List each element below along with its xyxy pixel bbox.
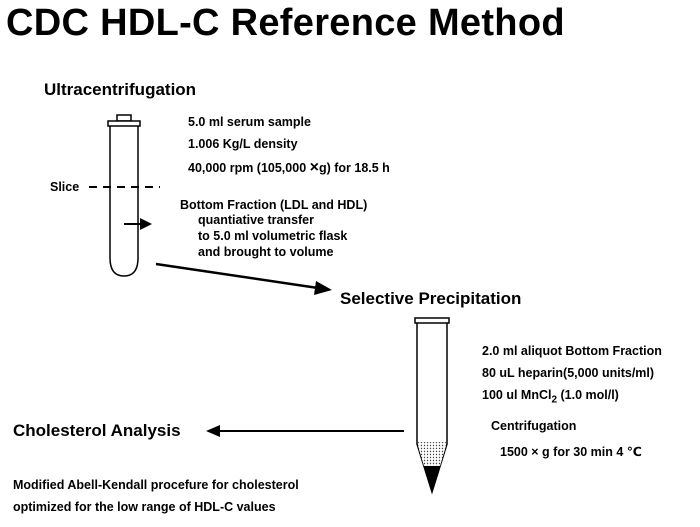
mncl-concentration: (1.0 mol/l) bbox=[557, 388, 619, 402]
ultra-line-density: 1.006 Kg/L density bbox=[188, 137, 298, 151]
mncl-subscript: 2 bbox=[551, 394, 558, 406]
precip-line-aliquot: 2.0 ml aliquot Bottom Fraction bbox=[482, 344, 662, 358]
selective-precipitation-heading: Selective Precipitation bbox=[340, 289, 522, 308]
ultracentrifuge-tube-icon bbox=[108, 115, 140, 276]
cholesterol-line-1: Modified Abell-Kendall procefure for cholesterol bbox=[13, 478, 299, 492]
rpm-text-end: g) for 18.5 h bbox=[318, 161, 390, 175]
times-symbol: × bbox=[309, 159, 319, 176]
precip-line-mncl bbox=[482, 388, 619, 406]
precip-line-heparin: 80 uL heparin(5,000 units/ml) bbox=[482, 366, 655, 380]
centrifugation-heading: Centrifugation bbox=[491, 419, 577, 433]
bottom-fraction-line-4: and brought to volume bbox=[198, 245, 334, 259]
arrow-to-precipitation-icon bbox=[156, 264, 332, 295]
cholesterol-analysis-heading: Cholesterol Analysis bbox=[13, 421, 181, 440]
mncl-text: 100 ul MnCl bbox=[482, 388, 552, 402]
ultracentrifugation-heading: Ultracentrifugation bbox=[44, 80, 197, 99]
bottom-fraction-line-1: Bottom Fraction (LDL and HDL) bbox=[180, 198, 368, 212]
bottom-fraction-line-2: quantiative transfer bbox=[198, 213, 315, 227]
ultra-line-rpm bbox=[188, 159, 390, 177]
rpm-text: 40,000 rpm (105,000 bbox=[188, 161, 310, 175]
precipitation-tube-icon bbox=[415, 318, 449, 492]
page-title: CDC HDL-C Reference Method bbox=[6, 2, 565, 44]
centrifugation-line: 1500 × g for 30 min 4 ℃ bbox=[500, 445, 642, 459]
slice-label: Slice bbox=[50, 180, 80, 194]
arrow-to-cholesterol-analysis-icon bbox=[206, 425, 404, 437]
bottom-fraction-line-3: to 5.0 ml volumetric flask bbox=[198, 229, 348, 243]
ultra-line-sample: 5.0 ml serum sample bbox=[188, 115, 311, 129]
cholesterol-line-2: optimized for the low range of HDL-C values bbox=[13, 500, 276, 514]
